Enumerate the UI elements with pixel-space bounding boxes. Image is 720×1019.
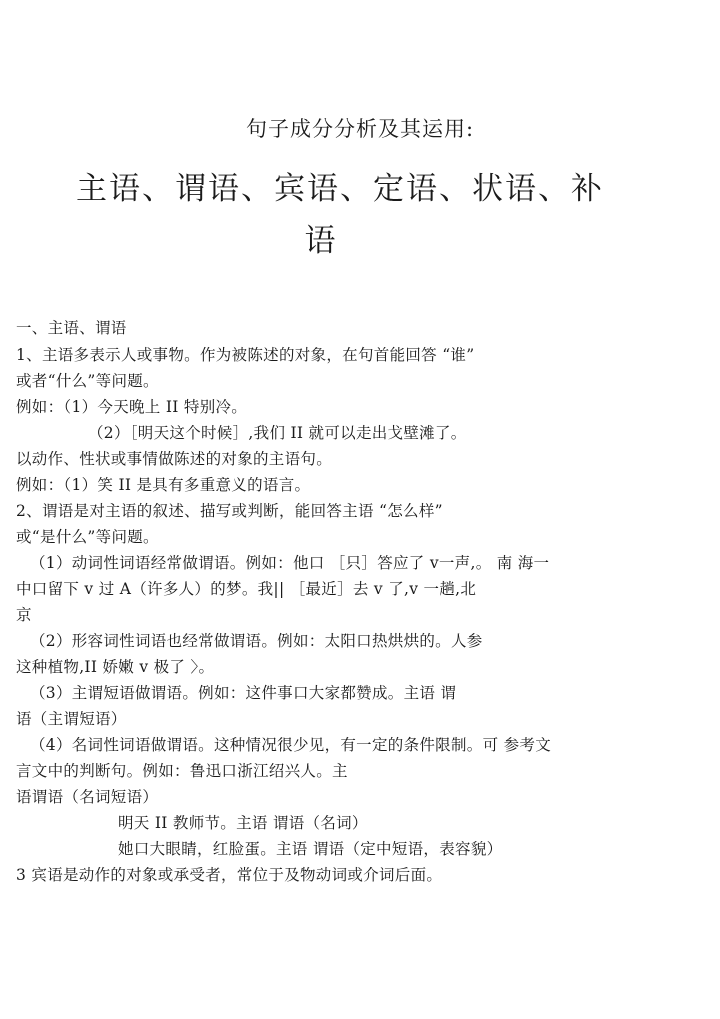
text-line: （4）名词性词语做谓语。这种情况很少见，有一定的条件限制。可 参考文 xyxy=(30,736,551,754)
text-line: 例如：（1）今天晚上 II 特别冷。 xyxy=(16,398,248,416)
text-line: 以动作、性状或事情做陈述的对象的主语句。 xyxy=(16,450,333,468)
text-line: 她口大眼睛，红脸蛋。主语 谓语（定中短语，表容貌） xyxy=(118,840,503,858)
text-line: 语（主谓短语） xyxy=(16,710,127,728)
text-line: 京 xyxy=(16,606,32,624)
section-heading: 一、主语、谓语 xyxy=(16,319,127,337)
text-line: 2、谓语是对主语的叙述、描写或判断，能回答主语 “怎么样” xyxy=(16,502,443,520)
text-line: 明天 II 教师节。主语 谓语（名词） xyxy=(118,814,368,832)
document-title-line-1: 主语、谓语、宾语、定语、状语、补 xyxy=(76,171,604,207)
text-line: 言文中的判断句。例如：鲁迅口浙江绍兴人。主 xyxy=(16,762,348,780)
text-line: 1、主语多表示人或事物。作为被陈述的对象，在句首能回答 “谁” xyxy=(16,346,475,364)
document-subtitle: 句子成分分析及其运用: xyxy=(245,117,475,141)
text-line: （2）［明天这个时候］,我们 II 就可以走出戈壁滩了。 xyxy=(88,424,467,442)
text-line: 3 宾语是动作的对象或承受者，常位于及物动词或介词后面。 xyxy=(16,866,443,884)
text-line: （3）主谓短语做谓语。例如：这件事口大家都赞成。主语 谓 xyxy=(30,684,457,702)
text-line: 中口留下 v 过 A（许多人）的梦。我|| ［最近］去 v 了,v 一趟,北 xyxy=(16,580,477,598)
text-line: （1）动词性词语经常做谓语。例如：他口 ［只］答应了 v一声,。 南 海一 xyxy=(30,554,550,572)
text-line: 这种植物,II 娇嫩 v 极了 〉。 xyxy=(16,658,215,676)
text-line: 或者“什么”等问题。 xyxy=(16,372,159,390)
text-line: 语谓语（名词短语） xyxy=(16,788,159,806)
document-title-line-2: 语 xyxy=(304,223,336,259)
text-line: 例如：（1）笑 II 是具有多重意义的语言。 xyxy=(16,476,311,494)
text-line: 或“是什么”等问题。 xyxy=(16,528,159,546)
text-line: （2）形容词性词语也经常做谓语。例如：太阳口热烘烘的。人参 xyxy=(30,632,483,650)
